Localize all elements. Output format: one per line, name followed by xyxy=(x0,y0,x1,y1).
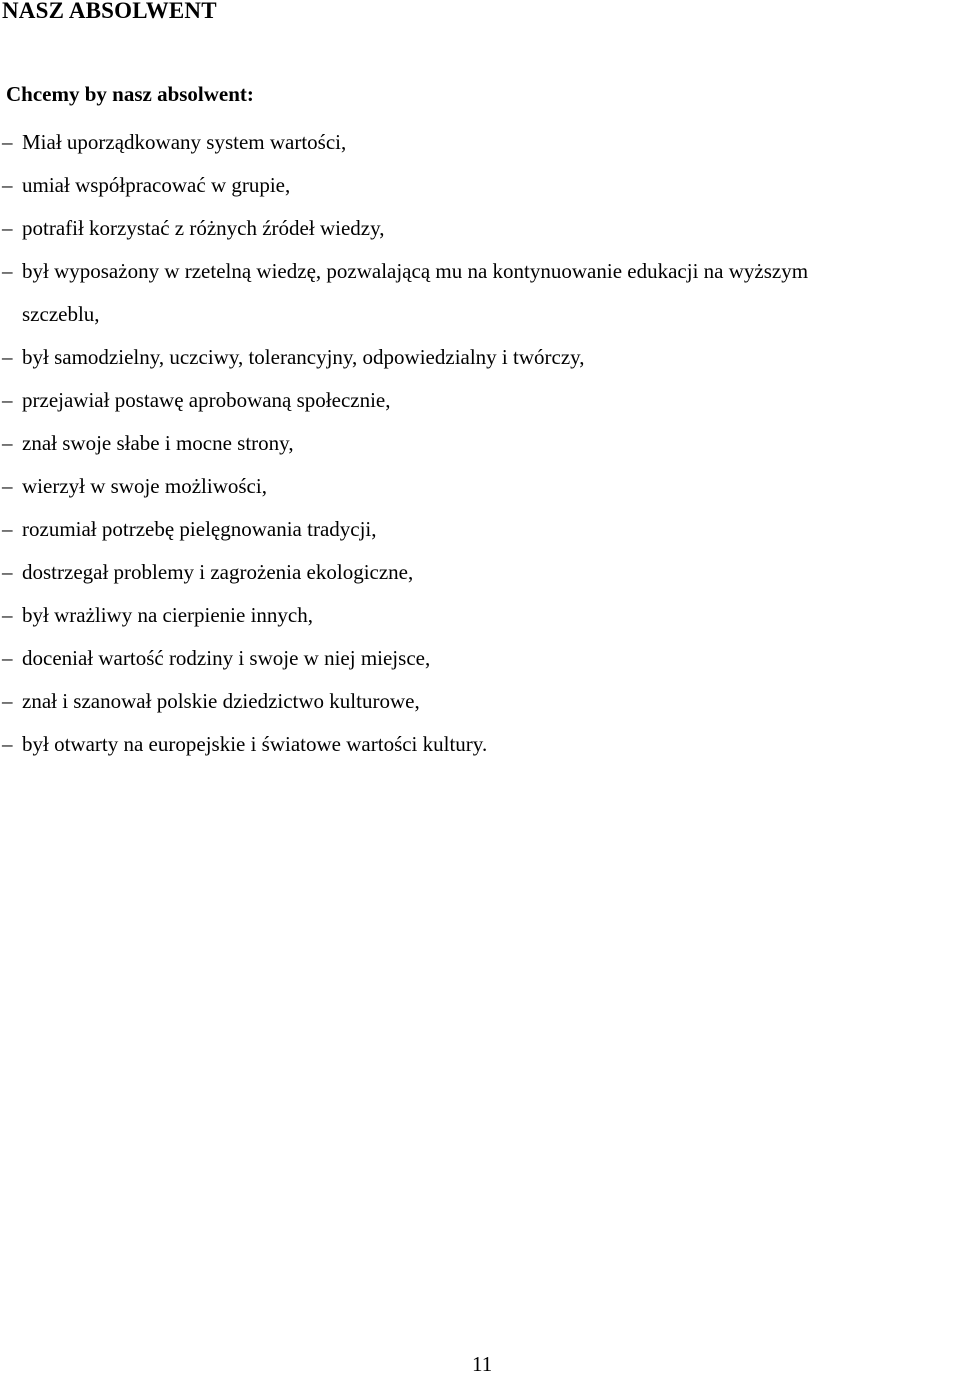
dash-icon: – xyxy=(2,646,13,670)
dash-icon: – xyxy=(2,130,13,154)
dash-icon: – xyxy=(2,689,13,713)
list-item-text: znał i szanował polskie dziedzictwo kulturowe, xyxy=(22,689,420,713)
list-item xyxy=(0,250,960,336)
dash-icon: – xyxy=(2,216,13,240)
list-item xyxy=(0,207,960,250)
list-item xyxy=(0,551,960,594)
dash-icon: – xyxy=(2,259,13,283)
dash-list xyxy=(0,121,960,766)
list-item xyxy=(0,465,960,508)
list-item-text: dostrzegał problemy i zagrożenia ekologiczne, xyxy=(22,560,414,584)
list-item-text: Miał uporządkowany system wartości, xyxy=(22,130,347,154)
list-item-text: był wrażliwy na cierpienie innych, xyxy=(22,603,313,627)
dash-icon: – xyxy=(2,345,13,369)
list-item xyxy=(0,336,960,379)
list-item xyxy=(0,680,960,723)
page-title: NASZ ABSOLWENT xyxy=(2,0,217,23)
list-item-text: umiał współpracować w grupie, xyxy=(22,173,291,197)
list-item xyxy=(0,379,960,422)
dash-icon: – xyxy=(2,517,13,541)
list-item-text: rozumiał potrzebę pielęgnowania tradycji, xyxy=(22,517,377,541)
dash-icon: – xyxy=(2,603,13,627)
page-number: 11 xyxy=(472,1352,493,1376)
list-item-text: doceniał wartość rodziny i swoje w niej miejsce, xyxy=(22,646,431,670)
list-item-continuation: szczeblu, xyxy=(22,302,100,326)
list-item-text: był samodzielny, uczciwy, tolerancyjny, odpowiedzialny i twórczy, xyxy=(22,345,585,369)
list-item xyxy=(0,422,960,465)
subheading: Chcemy by nasz absolwent: xyxy=(6,82,254,106)
dash-icon: – xyxy=(2,173,13,197)
list-item xyxy=(0,723,960,766)
dash-icon: – xyxy=(2,732,13,756)
list-item xyxy=(0,594,960,637)
dash-icon: – xyxy=(2,560,13,584)
list-item-text: był otwarty na europejskie i światowe wartości kultury. xyxy=(22,732,488,756)
dash-icon: – xyxy=(2,388,13,412)
list-item-text: potrafił korzystać z różnych źródeł wiedzy, xyxy=(22,216,385,240)
list-item-text: wierzył w swoje możliwości, xyxy=(22,474,267,498)
list-item xyxy=(0,637,960,680)
dash-icon: – xyxy=(2,431,13,455)
list-item-text: był wyposażony w rzetelną wiedzę, pozwalającą mu na kontynuowanie edukacji na wyższym xyxy=(22,259,809,283)
list-item-text: znał swoje słabe i mocne strony, xyxy=(22,431,294,455)
list-item xyxy=(0,164,960,207)
list-item xyxy=(0,121,960,164)
list-item xyxy=(0,508,960,551)
dash-icon: – xyxy=(2,474,13,498)
list-item-text: przejawiał postawę aprobowaną społecznie, xyxy=(22,388,391,412)
